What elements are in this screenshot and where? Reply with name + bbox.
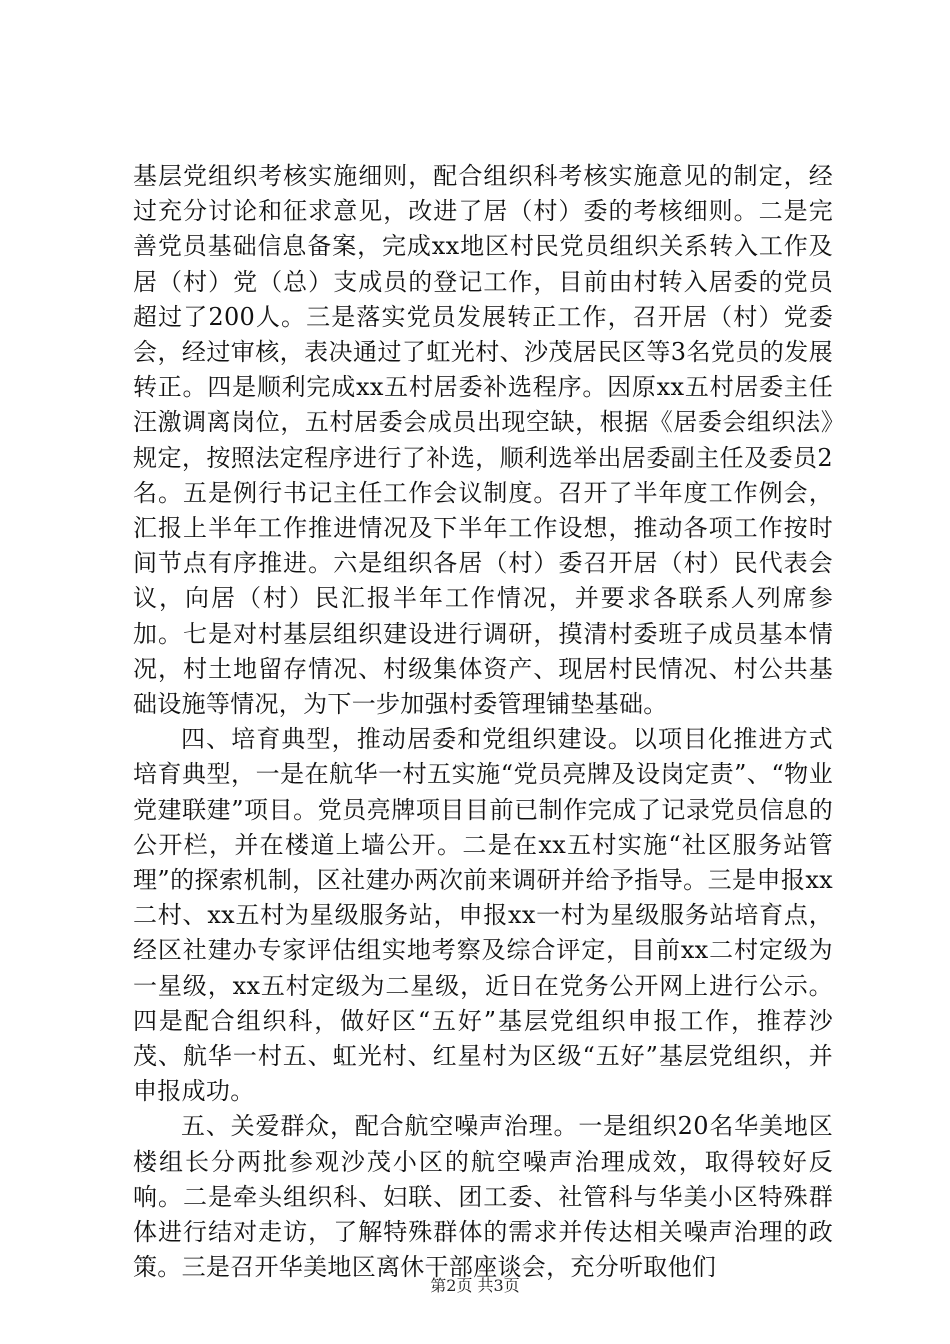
document-body bbox=[133, 159, 833, 1286]
paragraph-section-four: 四、培育典型，推动居委和党组织建设。以项目化推进方式培育典型，一是在航华一村五实施“党员亮牌及设岗定责”、“物业党建联建”项目。党员亮牌项目目前已制作完成了记录党员信息的公开栏，并在楼道上墙公开。二是在xx五村实施“社区服务站管理”的探索机制，区社建办两次前来调研并给予指导。三是申报xx二村、xx五村为星级服务站，申报xx一村为星级服务站培育点，经区社建办专家评估组实地考察及综合评定，目前xx二村定级为一星级，xx五村定级为二星级，近日在党务公开网上进行公示。四是配合组织科，做好区“五好”基层党组织申报工作，推荐沙茂、航华一村五、虹光村、红星村为区级“五好”基层党组织，并申报成功。 bbox=[133, 725, 833, 1106]
page-number-footer: 第2页 共3页 bbox=[430, 1276, 520, 1295]
paragraph-party-organization-work: 基层党组织考核实施细则，配合组织科考核实施意见的制定，经过充分讨论和征求意见，改进了居（村）委的考核细则。二是完善党员基础信息备案，完成xx地区村民党员组织关系转入工作及居（村）党（总）支成员的登记工作，目前由村转入居委的党员超过了200人。三是落实党员发展转正工作，召开居（村）党委会，经过审核，表决通过了虹光村、沙茂居民区等3名党员的发展转正。四是顺利完成xx五村居委补选程序。因原xx五村居委主任汪激调离岗位，五村居委会成员出现空缺，根据《居委会组织法》规定，按照法定程序进行了补选，顺利选举出居委副主任及委员2名。五是例行书记主任工作会议制度。召开了半年度工作例会，汇报上半年工作推进情况及下半年工作设想，推动各项工作按时间节点有序推进。六是组织各居（村）委召开居（村）民代表会议，向居（村）民汇报半年工作情况，并要求各联系人列席参加。七是对村基层组织建设进行调研，摸清村委班子成员基本情况，村土地留存情况、村级集体资产、现居村民情况、村公共基础设施等情况，为下一步加强村委管理铺垫基础。 bbox=[133, 162, 833, 719]
paragraph-section-five: 五、关爱群众，配合航空噪声治理。一是组织20名华美地区楼组长分两批参观沙茂小区的航空噪声治理成效，取得较好反响。二是牵头组织科、妇联、团工委、社管科与华美小区特殊群体进行结对走访，了解特殊群体的需求并传达相关噪声治理的政策。三是召开华美地区离休干部座谈会，充分听取他们 bbox=[133, 1112, 833, 1282]
